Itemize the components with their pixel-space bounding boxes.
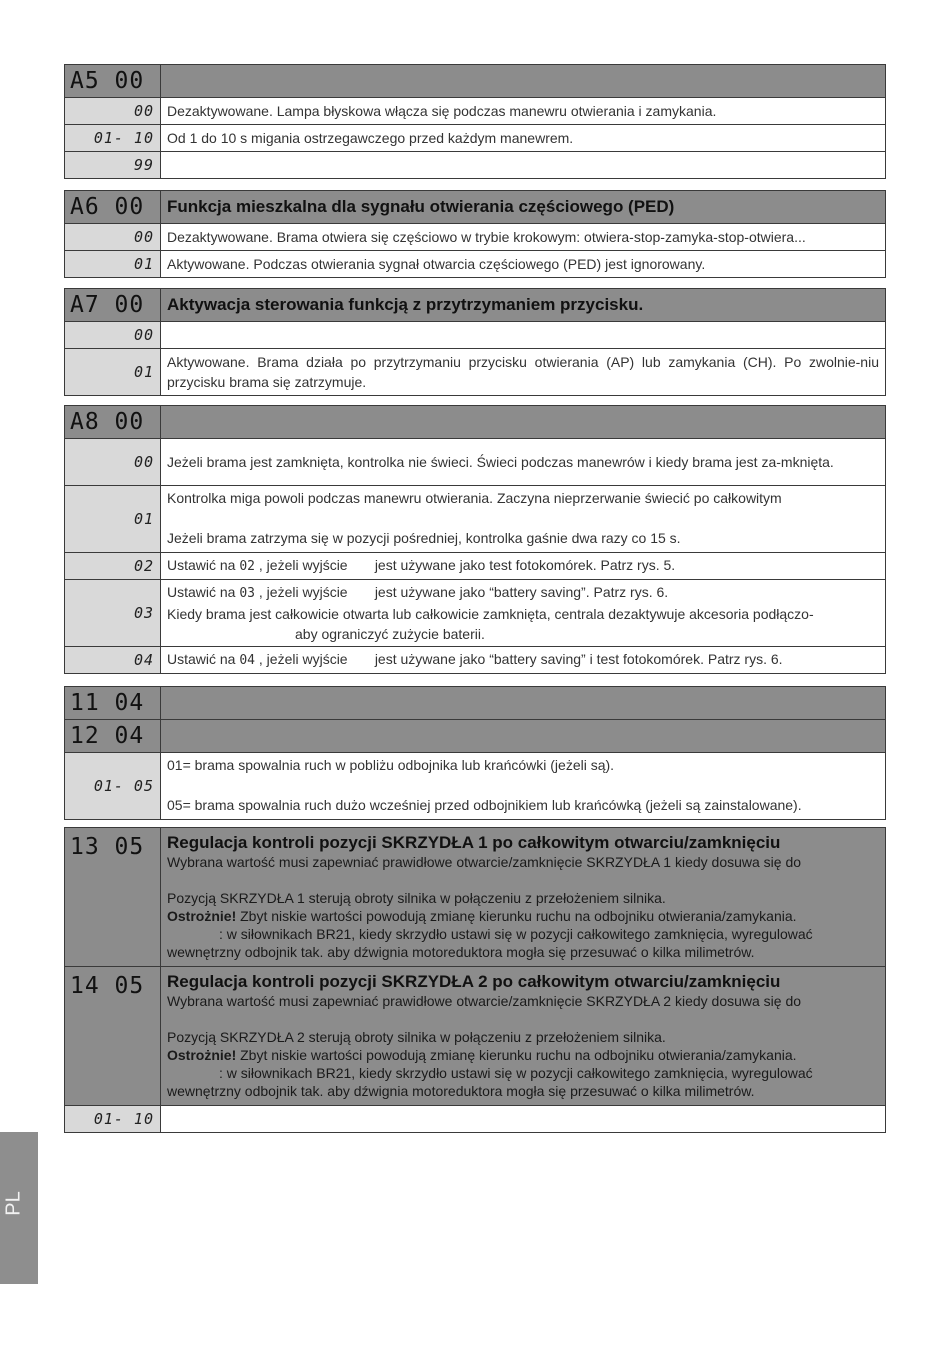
value-description [161, 753, 886, 820]
description-line: Jeżeli brama zatrzyma się w pozycji pośredniej, kontrolka gaśnie dwa razy co 15 s. [167, 530, 681, 546]
value-description: Jeżeli brama jest zamknięta, kontrolka nie świeci. Świeci podczas manewrów i kiedy brama jest za-mknięta. [161, 439, 886, 486]
description-text: , jeżeli wyjście jest używane jako test fotokomórek. Patrz rys. 5. [258, 557, 676, 573]
value-description [161, 486, 886, 553]
param-title [161, 406, 886, 439]
value-description [161, 322, 886, 349]
value-code: 02 [65, 553, 161, 580]
inline-code: 04 [239, 653, 256, 668]
value-description [161, 553, 886, 580]
value-description: Dezaktywowane. Lampa błyskowa włącza się podczas manewru otwierania i zamykania. [161, 98, 886, 125]
value-code: 00 [65, 98, 161, 125]
param-code: A6 00 [65, 191, 161, 224]
param-code: 12 04 [65, 720, 161, 753]
description-line: Kiedy brama jest całkowicie otwarta lub całkowicie zamknięta, centrala dezaktywuje akcesoria podłączo- [167, 606, 814, 622]
table-a7 [64, 288, 886, 396]
description-line: : w siłownikach BR21, kiedy skrzydło ustawi się w pozycji całkowitego zamknięcia, wyregulować [219, 1065, 813, 1081]
language-side-tab [0, 1132, 38, 1284]
description-line: Kontrolka miga powoli podczas manewru otwierania. Zaczyna nieprzerwanie świecić po całkowitym [167, 490, 782, 506]
value-code: 01- 05 [65, 753, 161, 820]
param-title: Aktywacja sterowania funkcją z przytrzymaniem przycisku. [161, 289, 886, 322]
value-description [161, 647, 886, 674]
value-code: 01 [65, 486, 161, 553]
param-description [161, 967, 886, 1106]
value-description: Dezaktywowane. Brama otwiera się częściowo w trybie krokowym: otwiera-stop-zamyka-stop-otwiera... [161, 224, 886, 251]
description-line: wewnętrzny odbojnik tak. aby dźwignia motoreduktora mogła się przesuwać o kilka milimetrów. [167, 1083, 755, 1099]
value-code: 99 [65, 152, 161, 179]
description-line: Pozycją SKRZYDŁA 1 sterują obroty silnika w połączeniu z przełożeniem silnika. [167, 890, 666, 906]
description-text: Ustawić na [167, 584, 236, 600]
description-text: Ustawić na [167, 557, 236, 573]
param-title [161, 65, 886, 98]
param-title: Regulacja kontroli pozycji SKRZYDŁA 1 po całkowitym otwarciu/zamknięciu [167, 833, 781, 852]
description-line: Wybrana wartość musi zapewniać prawidłowe otwarcie/zamknięcie SKRZYDŁA 2 kiedy dosuwa się do [167, 993, 802, 1009]
value-code: 00 [65, 322, 161, 349]
value-description [161, 1106, 886, 1133]
description-line: 05= brama spowalnia ruch dużo wcześniej przed odbojnikiem lub krańcówką (jeżeli są zainstalowane). [167, 797, 802, 813]
param-code: A8 00 [65, 406, 161, 439]
value-code: 04 [65, 647, 161, 674]
value-code: 00 [65, 439, 161, 486]
description-line: aby ograniczyć zużycie baterii. [295, 626, 485, 642]
description-text: Ustawić na [167, 651, 236, 667]
param-code: A5 00 [65, 65, 161, 98]
param-code: A7 00 [65, 289, 161, 322]
description-text: Zbyt niskie wartości powodują zmianę kierunku ruchu na odbojniku otwierania/zamykania. [236, 1047, 797, 1063]
description-line: 01= brama spowalnia ruch w pobliżu odbojnika lub krańcówki (jeżeli są). [167, 757, 615, 773]
description-line: : w siłownikach BR21, kiedy skrzydło ustawi się w pozycji całkowitego zamknięcia, wyregulować [219, 926, 813, 942]
description-line: Wybrana wartość musi zapewniać prawidłowe otwarcie/zamknięcie SKRZYDŁA 1 kiedy dosuwa się do [167, 854, 802, 870]
value-description [161, 152, 886, 179]
warning-label: Ostrożnie! [167, 1047, 237, 1063]
param-code: 11 04 [65, 687, 161, 720]
value-code: 00 [65, 224, 161, 251]
table-13-14 [64, 827, 886, 1133]
table-11-12 [64, 686, 886, 820]
inline-code: 03 [239, 586, 256, 601]
value-code: 01 [65, 251, 161, 278]
description-text: Zbyt niskie wartości powodują zmianę kierunku ruchu na odbojniku otwierania/zamykania. [236, 908, 797, 924]
value-description [161, 580, 886, 647]
value-code: 01- 10 [65, 125, 161, 152]
param-code: 13 05 [65, 828, 161, 967]
description-line: wewnętrzny odbojnik tak. aby dźwignia motoreduktora mogła się przesuwać o kilka milimetrów. [167, 944, 755, 960]
value-description: Aktywowane. Brama działa po przytrzymaniu przycisku otwierania (AP) lub zamykania (CH). Po zwolnie-niu przycisku brama się zatrzymuje. [161, 349, 886, 396]
description-text: , jeżeli wyjście jest używane jako “battery saving”. Patrz rys. 6. [258, 584, 669, 600]
param-code: 14 05 [65, 967, 161, 1106]
value-description: Od 1 do 10 s migania ostrzegawczego przed każdym manewrem. [161, 125, 886, 152]
warning-label: Ostrożnie! [167, 908, 237, 924]
param-title: Funkcja mieszkalna dla sygnału otwierania częściowego (PED) [161, 191, 886, 224]
table-a5 [64, 64, 886, 179]
param-description [161, 828, 886, 967]
table-a6 [64, 190, 886, 278]
inline-code: 02 [239, 559, 256, 574]
value-description: Aktywowane. Podczas otwierania sygnał otwarcia częściowego (PED) jest ignorowany. [161, 251, 886, 278]
description-text: , jeżeli wyjście jest używane jako “battery saving” i test fotokomórek. Patrz rys. 6. [258, 651, 783, 667]
value-code: 01 [65, 349, 161, 396]
table-a8 [64, 405, 886, 674]
language-label: PL [2, 1191, 25, 1216]
value-code: 01- 10 [65, 1106, 161, 1133]
param-title [161, 687, 886, 720]
value-code: 03 [65, 580, 161, 647]
description-line: Pozycją SKRZYDŁA 2 sterują obroty silnika w połączeniu z przełożeniem silnika. [167, 1029, 666, 1045]
param-title: Regulacja kontroli pozycji SKRZYDŁA 2 po całkowitym otwarciu/zamknięciu [167, 972, 781, 991]
param-title [161, 720, 886, 753]
